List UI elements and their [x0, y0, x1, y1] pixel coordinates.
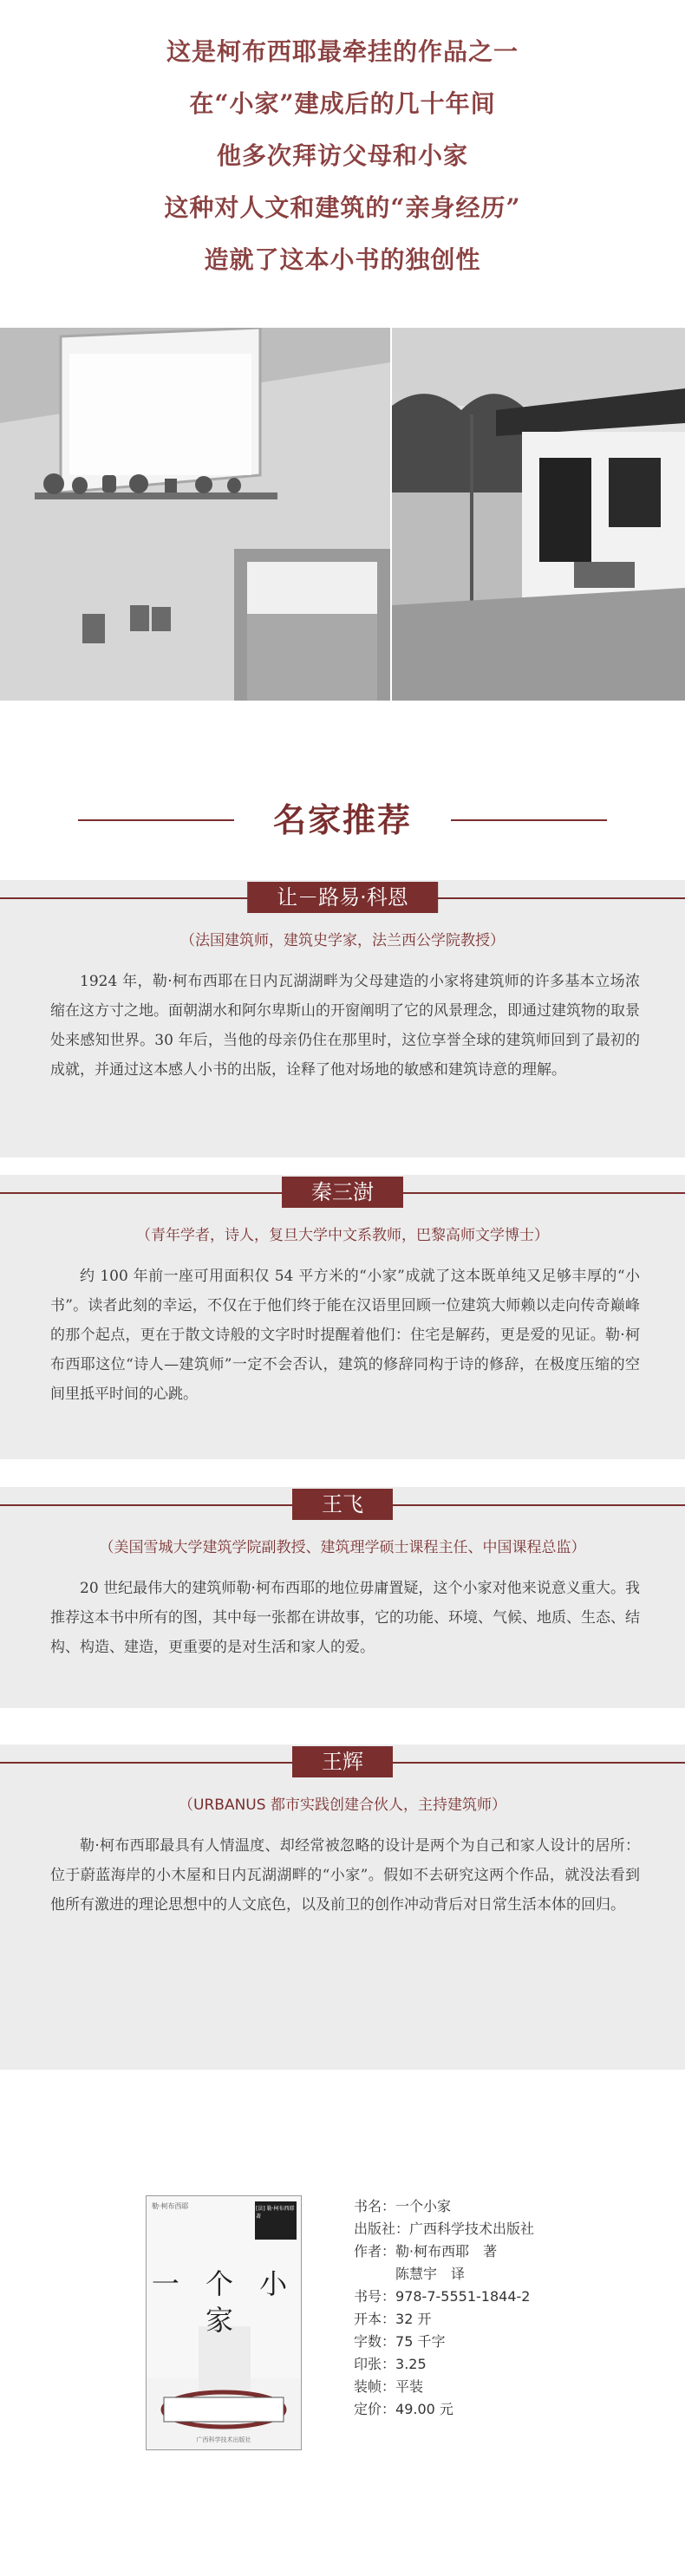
info-value: 3.25 — [395, 2356, 427, 2372]
recommender-name: 王飞 — [292, 1489, 393, 1520]
info-label: 定价： — [354, 2401, 396, 2417]
info-row — [354, 2331, 534, 2353]
cover-title: 一 个 小 家 — [151, 2267, 297, 2337]
info-label: 开本： — [354, 2311, 396, 2327]
name-bar — [0, 880, 685, 915]
info-row — [354, 2376, 534, 2398]
info-row — [354, 2398, 534, 2421]
info-row — [354, 2218, 534, 2240]
info-label: 书号： — [354, 2288, 396, 2305]
info-row — [354, 2240, 534, 2263]
book-cover — [146, 2195, 302, 2450]
recommendation-card — [0, 1487, 685, 1708]
recommendation-card — [0, 880, 685, 1158]
intro-line: 这种对人文和建筑的“亲身经历” — [164, 193, 521, 222]
info-label: 书名： — [354, 2198, 396, 2214]
recommender-role: （URBANUS 都市实践创建合伙人，主持建筑师） — [179, 1797, 506, 1814]
info-value: 978-7-5551-1844-2 — [395, 2288, 531, 2305]
section-title: 名家推荐 — [272, 800, 412, 839]
recommendation-text: 勒·柯布西耶最具有人情温度、却经常被忽略的设计是两个为自己和家人设计的居所：位于蔚蓝海岸的小木屋和日内瓦湖湖畔的“小家”。假如不去研究这两个作品，就没法看到他所有激进的理论思想中的人文底色，以及前卫的创作冲动背后对日常生活本体的回归。 — [50, 1837, 640, 1914]
house-exterior-photo — [392, 328, 685, 701]
recommendation-card — [0, 1175, 685, 1459]
intro-line: 这是柯布西耶最牵挂的作品之一 — [166, 37, 519, 66]
photo-strip — [0, 328, 685, 701]
info-value: 勒·柯布西耶 著 — [395, 2243, 498, 2260]
recommender-role: （青年学者，诗人，复旦大学中文系教师，巴黎高师文学博士） — [136, 1227, 549, 1244]
name-bar — [0, 1745, 685, 1779]
interior-window-photo — [0, 328, 390, 701]
recommender-role: （法国建筑师，建筑史学家，法兰西公学院教授） — [180, 932, 505, 949]
info-label: 装帧： — [354, 2378, 396, 2395]
info-label: 字数： — [354, 2333, 396, 2350]
info-row — [354, 2353, 534, 2376]
intro-line: 他多次拜访父母和小家 — [216, 141, 468, 170]
name-bar — [0, 1487, 685, 1522]
recommendation-text: 20 世纪最伟大的建筑师勒·柯布西耶的地位毋庸置疑，这个小家对他来说意义重大。我推荐这本书中所有的图，其中每一张都在讲故事，它的功能、环境、气候、地质、生态、结构、构造、建造，更重要的是对生活和家人的爱。 — [50, 1580, 640, 1656]
info-value: 49.00 元 — [395, 2401, 453, 2417]
cover-publisher: 广西科学技术出版社 — [196, 2436, 251, 2443]
info-value: 平装 — [395, 2378, 424, 2395]
info-value: 广西科学技术出版社 — [409, 2221, 535, 2237]
intro-banner — [0, 0, 685, 325]
info-row — [354, 2195, 534, 2218]
info-label: 印张： — [354, 2356, 396, 2372]
intro-line: 在“小家”建成后的几十年间 — [189, 89, 496, 118]
book-details — [354, 2195, 534, 2421]
info-value: 陈慧宇 译 — [395, 2266, 466, 2282]
info-value: 一个小家 — [395, 2198, 452, 2214]
recommendation-text: 1924 年，勒·柯布西耶在日内瓦湖湖畔为父母建造的小家将建筑师的许多基本立场浓缩在这方寸之地。面朝湖水和阿尔卑斯山的开窗阐明了它的风景理念，即通过建筑物的取景处来感知世界。30 年后，当他的母亲仍住在那里时，这位享誉全球的建筑师回到了最初的成就，并通过这本感人小书的出版，诠释了他对场地的敏感和建筑诗意的理解。 — [50, 973, 640, 1079]
recommender-name: 让－路易·科恩 — [247, 882, 438, 913]
info-row — [354, 2308, 534, 2331]
info-row — [354, 2263, 534, 2286]
info-value: 32 开 — [395, 2311, 432, 2327]
info-label: 出版社： — [354, 2221, 410, 2237]
cover-series: 勒·柯布西耶 — [152, 2202, 189, 2210]
recommender-name: 秦三澍 — [282, 1177, 403, 1208]
recommendation-text: 约 100 年前一座可用面积仅 54 平方米的“小家”成就了这本既单纯又足够丰厚的“小书”。读者此刻的幸运，不仅在于他们终于能在汉语里回顾一位建筑大师赖以走向传奇巅峰的那个起点，更在于散文诗般的文字时时提醒着他们：住宅是解药，更是爱的见证。勒·柯布西耶这位“诗人—建筑师”一定不会否认，建筑的修辞同构于诗的修辞，在极度压缩的空间里抵平时间的心跳。 — [50, 1268, 640, 1403]
info-label: 作者： — [354, 2243, 396, 2260]
name-bar — [0, 1175, 685, 1210]
info-row — [354, 2286, 534, 2308]
recommendation-card — [0, 1745, 685, 2070]
cover-author: [法] 勒·柯布西耶 著 — [256, 2206, 295, 2220]
intro-line: 造就了这本小书的独创性 — [204, 245, 481, 274]
recommender-role: （美国雪城大学建筑学院副教授、建筑理学硕士课程主任、中国课程总监） — [99, 1539, 586, 1556]
book-info-section — [0, 2185, 685, 2576]
info-value: 75 千字 — [395, 2333, 446, 2350]
recommender-name: 王辉 — [292, 1746, 393, 1777]
